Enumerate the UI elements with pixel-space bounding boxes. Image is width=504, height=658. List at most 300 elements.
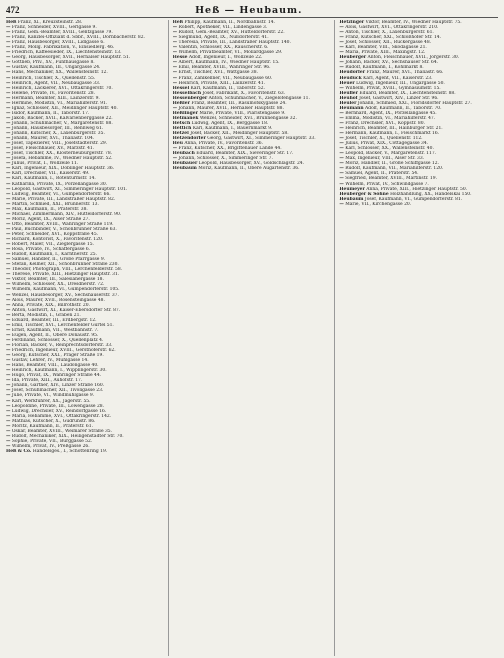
entry-details: Heinrich, Agent, VII., Neubaugasse 33. xyxy=(10,80,101,86)
entry-surname: — xyxy=(6,307,11,313)
entry-surname: — xyxy=(6,171,11,177)
entry-surname: — xyxy=(339,60,344,66)
directory-entry xyxy=(339,202,498,207)
entry-surname: Heumeyer xyxy=(339,186,365,192)
entry-surname: — xyxy=(6,398,11,404)
entry-surname: — xyxy=(6,206,11,212)
entry-details: Ignaz, Schlosser, XII., Meidlinger Hauptstr. 40. xyxy=(10,105,118,111)
entry-details: Johann, Schuhmacher, V., Margaretenstr. 88. xyxy=(10,120,113,126)
entry-surname: — xyxy=(6,373,11,379)
entry-surname: Hetsch xyxy=(172,120,191,126)
entry-details: Theodor, Photograph, VIII., Lerchenfelderstr. 58. xyxy=(10,267,123,273)
entry-details: Franz, Hausbesorger, XVIII., Lidlgasse 6. xyxy=(10,40,105,46)
entry-details: Josefa, Hebamme, IV., Wiedner Hauptstr. 52. xyxy=(10,156,113,162)
entry-surname: — xyxy=(6,146,11,152)
entry-details: Richard, Kontorist, X., Favoritenstr. 120. xyxy=(10,237,104,243)
entry-details: Alois, Maurer, XVII., Rosensteingasse 48. xyxy=(10,297,105,303)
entry-details: Wilhelm, Kaufmann, VI., Gumpendorferstr. 105. xyxy=(10,287,120,293)
entry-surname: — xyxy=(172,25,178,31)
entry-details: Anna, Private, IV., Favoritenstr. 36. xyxy=(182,141,264,147)
entry-surname: — xyxy=(339,136,344,142)
entry-details: Eugen, Agent, II., Obere Donaustr. 95. xyxy=(10,332,99,338)
entry-surname: — xyxy=(172,70,178,76)
entry-details: Samuel, Händler, II., Große Pfarrgasse 9. xyxy=(10,257,106,263)
entry-surname: Heubaum xyxy=(172,166,197,172)
entry-surname: — xyxy=(6,418,11,424)
entry-details: Ernst, Tischler, XVI., Wattgasse 38. xyxy=(177,70,258,76)
entry-details: Holzhandlung, XX., Handelskai 150. xyxy=(388,191,472,197)
entry-surname: — xyxy=(172,146,178,152)
entry-details: Anton, Fleischhauer, XVII., Jörgerstr. 30. xyxy=(366,55,460,61)
entry-details: Josef, Kaufmann, VI., Gumpendorferstr. 81. xyxy=(363,196,463,202)
entry-surname: — xyxy=(339,161,344,167)
directory-columns xyxy=(6,20,498,656)
entry-surname: — xyxy=(6,262,11,268)
entry-details: Johann, Kutscher, X., Laxenburgerstr. 35. xyxy=(10,131,105,137)
entry-details: Josef, Schlosser, XII., Ruckergasse 48. xyxy=(343,40,432,46)
entry-surname: — xyxy=(172,30,178,36)
entry-details: Rudolf, Kaufmann, VII., Mariahilferstr. 120. xyxy=(343,166,444,172)
entry-details: Franz, Zahlkellner, VII., Neubaugasse 60. xyxy=(177,75,273,81)
entry-details: Martin, Schmied, XXI., Brünnerstr. 13. xyxy=(10,201,99,207)
entry-details: Maria, Hebamme, XVI., Ottakringerstr. 142. xyxy=(10,413,112,419)
entry-surname: — xyxy=(6,252,11,258)
entry-details: Eduard, Beamter, III., Erdbergstr. 12. xyxy=(10,317,97,323)
entry-surname: — xyxy=(6,378,11,384)
entry-surname: — xyxy=(6,393,11,399)
entry-details: Adolf, Kaufmann, II., Taborstr. 70. xyxy=(363,105,442,111)
entry-details: Franz, Mollg. Fabrikation, V., Einsiedlerg. 46. xyxy=(10,45,115,51)
entry-details: Georg, Kutscher, XXI., Prager Straße 19. xyxy=(10,353,104,359)
entry-surname: Hessel xyxy=(172,85,190,91)
entry-details: Rudolf, Kaufmann, I., Kärntnerstr. 25. xyxy=(10,252,98,258)
entry-surname: — xyxy=(6,65,11,71)
entry-details: Valentin, Schlosser, XX., Rauscherstr. 6. xyxy=(177,45,269,51)
entry-surname: — xyxy=(6,45,11,51)
entry-surname: Hesse xyxy=(172,55,188,61)
entry-details: Wilhelm, Privatbeamter, VI., Mollardgasse 29. xyxy=(177,50,283,56)
entry-surname: — xyxy=(6,353,11,359)
entry-surname: — xyxy=(6,50,11,56)
directory-entry xyxy=(6,449,165,454)
entry-details: Paul, Buchbinder, V., Schönbrunner Straße 63. xyxy=(10,226,117,232)
entry-details: Josef, Tischler, X., Quellenstr. 112. xyxy=(343,136,423,142)
entry-details: Karl, Kaufmann, I., Bauernmarkt 9. xyxy=(191,125,273,131)
entry-surname: — xyxy=(172,60,178,66)
entry-details: Siegmund, Agent, IX., Nußdorferstr. 41. xyxy=(177,35,269,41)
entry-surname: — xyxy=(6,433,11,439)
entry-surname: — xyxy=(6,191,11,197)
entry-details: Gottlieb, Priv., XV., Fünfhausgasse 8. xyxy=(10,60,95,66)
entry-surname: — xyxy=(6,403,11,409)
entry-surname: — xyxy=(6,358,11,364)
entry-details: Moriz, Händler, II., Große Schiffgasse 12. xyxy=(343,161,439,167)
entry-surname: Heubaum xyxy=(339,196,364,202)
entry-surname: — xyxy=(339,176,344,182)
entry-details: Maria, Private, XIII., Maxingstr. 12. xyxy=(343,50,426,56)
entry-details: Anton, Schuhmacher, V., Ziegelofengasse 11. xyxy=(207,95,310,101)
entry-surname: — xyxy=(6,181,11,187)
entry-details: Franz, Kutscher, XX., Brigittenauer Lände 44. xyxy=(177,146,282,152)
entry-surname: Heßler xyxy=(172,100,190,106)
entry-details: Georg, Hausbesorger, XVII., Hernalser Hauptstr. 51. xyxy=(10,55,131,61)
entry-details: Franz, Beamter, III., Rasumofskygasse 24. xyxy=(189,100,287,106)
entry-surname: Heßlinger xyxy=(172,110,198,116)
directory-entry xyxy=(173,166,332,171)
entry-surname: — xyxy=(172,65,178,71)
entry-details: Franz, Drechsler, XVI., Koppstr. 80. xyxy=(343,120,425,126)
entry-surname: — xyxy=(6,60,11,66)
entry-surname: — xyxy=(6,272,11,278)
entry-details: Marie, Private, III., Landstraßer Hauptstr. 82. xyxy=(10,196,116,202)
entry-details: Marie, VII., Kirchengasse 20. xyxy=(343,201,412,207)
entry-surname: — xyxy=(6,105,11,111)
entry-surname: — xyxy=(339,156,344,162)
entry-surname: Heuer xyxy=(339,80,355,86)
entry-surname: — xyxy=(172,35,178,41)
entry-details: Johann, Schlosser, X., Simmeringer Str. 7. xyxy=(177,156,273,162)
entry-details: Karl, Beamter, VIII., Skodagasse 21. xyxy=(343,45,427,51)
entry-surname: — xyxy=(339,85,344,91)
entry-surname: — xyxy=(6,125,11,131)
entry-surname: — xyxy=(6,216,11,222)
entry-details: Anton, Gastwirt, XI., Kaiser-Ebersdorfer Str. 87. xyxy=(10,307,121,313)
entry-details: Adolf, Ingenieur, I., Wollzeile 22. xyxy=(187,55,263,61)
entry-surname: Hetmanek xyxy=(172,115,199,121)
entry-details: Rudolf, Kaufmann, I., Kohlmarkt 8. xyxy=(343,65,424,71)
entry-details: Heinrich, Lackierer, XVI., Ottakringerstr. 70. xyxy=(10,85,113,91)
entry-surname: — xyxy=(6,297,11,303)
entry-surname: Heuberger xyxy=(339,55,367,61)
entry-details: Heinrich, Kaufmann, I., Wipplingerstr. 30. xyxy=(10,368,107,374)
entry-surname: — xyxy=(172,50,178,56)
entry-details: Moriz, Agent, IX., Alser Straße 27. xyxy=(10,216,90,222)
entry-surname: Hetzendorfer xyxy=(172,136,206,142)
entry-details: Karl, Schlosser, XX., Wallensteinstr. 40. xyxy=(343,146,434,152)
entry-surname: — xyxy=(6,196,11,202)
entry-details: Ludwig, Drechsler, XV., Reindorfgasse 16. xyxy=(10,408,107,414)
entry-details: Peter, Schneider, XVI., Koppstraße 45. xyxy=(10,231,99,237)
entry-details: Ernst, Kaufmann, VII., Westbahnstr. 7. xyxy=(10,327,99,333)
entry-surname: Heuhof xyxy=(339,95,358,101)
entry-surname: — xyxy=(6,110,11,116)
entry-details: Robert, Maler, VII., Zieglergasse 15. xyxy=(10,242,94,248)
entry-surname: Heubach xyxy=(172,151,195,157)
entry-details: Franz, Kanzlei-Offiziant d. Sbbr., XVIII., Dornbacherstr. 82. xyxy=(10,35,145,41)
entry-details: Heinrich, Tischler, X., Quellenstr. 55. xyxy=(10,75,96,81)
entry-surname: — xyxy=(172,40,178,46)
entry-surname: — xyxy=(6,302,11,308)
entry-details: Moritz, Kaufmann, II., Praterstr. 61. xyxy=(10,423,93,429)
entry-details: Anton, Tischler, X., Laxenburgerstr. 61. xyxy=(343,30,434,36)
entry-surname: — xyxy=(6,282,11,288)
entry-details: Franz, Kutscher, XXI., Schloßhofer Str. 14. xyxy=(343,35,442,41)
entry-surname: — xyxy=(6,201,11,207)
entry-details: Josef, Fabrikant, X., Favoritenstr. 63. xyxy=(201,90,286,96)
entry-details: Florian, Bäcker, V., Reinprechtsdorferstr. 33. xyxy=(10,343,113,348)
entry-details: Wilhelm, Privat, IV., Schwindgasse 7. xyxy=(343,181,429,187)
entry-surname: — xyxy=(6,115,11,121)
entry-details: Hermann, Beamter, XIII., Lainzerstr. 9. xyxy=(10,95,100,101)
entry-details: Max, Ingenieur, VIII., Alser Str. 33. xyxy=(343,156,425,162)
entry-surname: — xyxy=(339,50,344,56)
page-header xyxy=(6,3,498,18)
entry-details: Wilhelm, Privat, XVIII., Gymnasiumstr. 15. xyxy=(343,85,441,91)
entry-details: Ferdinand, Schlosser, X., Quellenplatz 4. xyxy=(10,337,104,343)
entry-surname: — xyxy=(339,125,344,131)
page-number: 472 xyxy=(6,5,20,15)
entry-details: Heinrich, Beamter, III., Hainburger Str. 21. xyxy=(343,125,443,131)
entry-surname: — xyxy=(6,141,11,147)
entry-details: Karl, Werkführer, XX., Jägerstr. 55. xyxy=(10,398,91,404)
entry-details: Julius, Privat, I., Wollzeile 11. xyxy=(10,161,79,167)
entry-surname: — xyxy=(6,423,11,429)
entry-details: Heinrich, Private, XIII., Lainzerstr. 41. xyxy=(177,80,266,86)
entry-details: Hans, Beamter, VIII., Laudongasse 40. xyxy=(10,363,99,369)
column-1 xyxy=(6,20,169,656)
entry-details: Max, Kaufmann, II., Praterstr. 38. xyxy=(10,206,88,212)
entry-surname: Heß xyxy=(6,20,17,25)
entry-details: Leopold, Hausbesorger, XV., Goldschlagstr. 24. xyxy=(197,161,305,167)
entry-details: Ludwig, Beamter, VI., Gumpendorferstr. 66. xyxy=(10,191,111,197)
entry-surname: Hessenberger xyxy=(172,95,208,101)
entry-details: Josef, Fleischhauer, XV., Märzstr. 41. xyxy=(10,146,95,152)
entry-surname: — xyxy=(6,312,11,318)
entry-surname: — xyxy=(6,95,11,101)
entry-surname: — xyxy=(339,45,344,51)
entry-details: Rudolf, Gem.-Beamter, XV., Hütteldorferstr. 22. xyxy=(177,30,285,36)
entry-details: Johann, Maurer, XVII., Hernalser Hauptstr. 88. xyxy=(177,105,284,111)
entry-details: Anna, Private, XIX., Billrothstr. 20. xyxy=(10,302,90,308)
entry-surname: — xyxy=(6,85,11,91)
entry-details: Emil, Beamter, XVIII., Währinger Str. 96. xyxy=(177,65,271,71)
entry-details: Theresia, Private, III., Landstraßer Hauptstr. 140. xyxy=(177,40,291,46)
entry-surname: — xyxy=(339,110,344,116)
entry-surname: — xyxy=(339,25,344,31)
entry-details: Marie, Private, VIII., Piaristengasse 9. xyxy=(197,110,286,116)
entry-details: Josef, Tischler, XX., Klosterneuburgerstr. 78. xyxy=(10,151,113,157)
entry-surname: — xyxy=(6,408,11,414)
entry-surname: — xyxy=(6,287,11,293)
entry-details: Therese, Private, XIII., Hietzinger Hauptstr. 31. xyxy=(10,272,120,278)
entry-surname: — xyxy=(6,166,11,172)
entry-details: Bernhard, Agent, IX., Porzellangasse 45. xyxy=(343,110,437,116)
entry-surname: — xyxy=(6,413,11,419)
entry-details: Helene, Private, IV., Favoritenstr. 28. xyxy=(10,90,95,96)
entry-details: Berta, Modistin, I., Graben 21. xyxy=(10,312,81,318)
entry-surname: — xyxy=(339,40,344,46)
entry-surname: Hetzel xyxy=(172,131,189,137)
entry-surname: Hetzinger xyxy=(339,20,365,25)
entry-surname: — xyxy=(339,131,344,137)
entry-details: Katharina, Private, IX., Porzellangasse 30. xyxy=(10,181,108,187)
entry-details: Franz, Schneider, XVIII., Gerlgasse 9. xyxy=(10,25,97,31)
entry-details: Ludwig, Ingenieur, III., Ungargasse 50. xyxy=(354,80,445,86)
entry-surname: — xyxy=(6,30,11,36)
entry-surname: — xyxy=(6,151,11,157)
entry-details: Wenzel, Schneider, XVI., Brunnengasse 32. xyxy=(198,115,297,121)
entry-details: Eduard, Beamter, IX., Liechtensteinstr. 88. xyxy=(357,90,456,96)
entry-surname: Heu xyxy=(172,141,183,147)
entry-surname: Heuduck xyxy=(339,75,362,81)
entry-details: Philipp, Kaufmann, II., Nordbahnstr. 14. xyxy=(183,20,275,25)
entry-surname: — xyxy=(339,146,344,152)
entry-details: Josef, Gastwirt, XIV., Linzer Str. 96. xyxy=(357,95,439,101)
entry-details: Viktor, Beamter, III., Salesianergasse 18. xyxy=(10,277,104,283)
entry-details: Karl, Agent, VII., Kaiserstr. 23. xyxy=(361,75,433,81)
entry-details: Samuel, Agent, II., Praterstr. 54. xyxy=(343,171,419,177)
entry-details: Franz, Xl., Kreuzsteinstr. 28. xyxy=(16,20,83,25)
entry-surname: — xyxy=(6,226,11,232)
entry-details: Franz, Maurer, XVI., Thaliastr. 66. xyxy=(365,70,444,76)
entry-surname: Heufler xyxy=(339,90,358,96)
entry-details: Hermine, Modistin, VI., Mariahilferstr. 91. xyxy=(10,100,108,106)
entry-details: Johann, Maurer, XVI., Thaliastr. 104. xyxy=(10,136,95,142)
entry-surname: — xyxy=(6,25,11,31)
entry-details: Gustav, Kaufmann, III., Ungargasse 24. xyxy=(10,65,101,71)
entry-surname: — xyxy=(339,181,344,187)
entry-details: Handelsges., I., Schottenring 19. xyxy=(31,448,108,454)
entry-surname: — xyxy=(6,363,11,369)
entry-details: Hermann, Kaufmann, I., Fleischmarkt 16. xyxy=(343,131,440,137)
entry-surname: — xyxy=(6,120,11,126)
entry-details: Sophie, Private, VII., Burggasse 52. xyxy=(10,438,93,444)
entry-details: Stefan, Kellner, XII., Schönbrunner Straße 230. xyxy=(10,262,119,268)
entry-surname: Heß & Co. xyxy=(6,448,32,454)
running-head: Heß — Heubaum. xyxy=(195,4,303,16)
entry-surname: — xyxy=(339,30,344,36)
entry-details: Julius, Privat, XIX., Cottagegasse 34. xyxy=(343,141,429,147)
entry-surname: — xyxy=(6,237,11,243)
entry-details: Johann, Gärtner, XIV., Linzer Straße 160. xyxy=(10,383,105,389)
entry-surname: — xyxy=(6,131,11,137)
entry-details: Karl, Kaufmann, I., Rotenturmstr. 14. xyxy=(10,176,96,182)
entry-surname: — xyxy=(172,45,178,51)
entry-surname: — xyxy=(6,176,11,182)
entry-details: Michael, Zimmermann, XIV., Hütteldorferstr. 90. xyxy=(10,211,122,217)
entry-surname: — xyxy=(339,65,344,71)
entry-surname: — xyxy=(6,231,11,237)
entry-surname: Heuler xyxy=(339,100,357,106)
entry-details: Eduard, Beamter, XIX., Sieveringer Str. 17. xyxy=(194,151,294,157)
entry-surname: — xyxy=(6,277,11,283)
entry-details: Anna, Private, XIII., Hietzinger Hauptstr. 50. xyxy=(364,186,468,192)
entry-details: Leopold, Bäcker, V., Margaretenstr. 117. xyxy=(343,151,437,157)
entry-details: Johann, Bäcker, XV., Sechshauser Str. 64. xyxy=(343,60,439,66)
entry-surname: — xyxy=(6,322,11,328)
entry-details: Emil, Tischler, XVI., Lerchenfelder Gürtel 51. xyxy=(10,322,114,328)
entry-surname: — xyxy=(6,438,11,444)
entry-surname: — xyxy=(6,211,11,217)
entry-details: Viktor, Beamter, IV., Wiedner Hauptstr. 75. xyxy=(364,20,462,25)
entry-surname: — xyxy=(6,348,11,354)
entry-details: Georg, Gastwirt, XI., Simmeringer Hauptstr. 33. xyxy=(205,136,316,142)
entry-details: Karl, Kaufmann, II., Taborstr. 52. xyxy=(189,85,265,91)
entry-details: Alois, Gastwirt, XVI., Ottakringerstr. 210. xyxy=(343,25,439,31)
entry-details: Johann, Hausbesorger, III., Rennweg 61. xyxy=(10,125,104,131)
entry-surname: Heumann xyxy=(339,105,364,111)
entry-surname: Heuberger & Söhne xyxy=(339,191,389,197)
entry-surname: — xyxy=(339,171,344,177)
entry-surname: — xyxy=(339,201,344,207)
entry-surname: — xyxy=(172,105,178,111)
entry-details: Rosa, Private, IV., Schäffergasse 6. xyxy=(10,247,91,253)
entry-surname: — xyxy=(6,428,11,434)
entry-surname: — xyxy=(6,327,11,333)
entry-surname: Heß xyxy=(172,20,184,25)
entry-details: Josef, Bäcker, XII., Meidlinger Hauptstr. 58. xyxy=(188,131,289,137)
entry-details: Gustav, Lehrer, IV., Mühlgasse 14. xyxy=(10,358,89,364)
entry-surname: — xyxy=(339,166,344,172)
entry-details: Jakob, Bäcker, XVII., Kalvarienberggasse 22. xyxy=(10,115,113,121)
entry-details: Wilhelm, Privat, IV., Preßgasse 26. xyxy=(10,443,90,449)
entry-surname: — xyxy=(6,257,11,263)
entry-surname: — xyxy=(172,156,178,162)
entry-surname: — xyxy=(6,337,11,343)
entry-surname: — xyxy=(6,90,11,96)
entry-surname: — xyxy=(6,70,11,76)
entry-surname: — xyxy=(6,156,11,162)
entry-details: Ludwig, Agent, IX., Berggasse 18. xyxy=(190,120,269,126)
entry-surname: — xyxy=(6,242,11,248)
column-3 xyxy=(339,20,498,656)
entry-details: Rudolf, Mechaniker, XIX., Heiligenstädter Str. 70. xyxy=(10,433,124,439)
entry-details: Isidor, Kaufmann, II., Taborstr. 17. xyxy=(10,110,90,116)
entry-details: Oskar, Beamter, XVIII., Weimarer Straße 35. xyxy=(10,428,113,434)
entry-details: Julie, Private, VI., Windmühlgasse 9. xyxy=(10,393,95,399)
entry-surname: — xyxy=(6,332,11,338)
entry-surname: — xyxy=(6,186,11,192)
entry-details: Mathias, Kutscher, X., Gudrunstr. 86. xyxy=(10,418,96,424)
entry-details: Siegfried, Beamter, XVIII., Martinstr. 19. xyxy=(343,176,437,182)
entry-details: Friedrich, Ingenieur, XVIII., Gersthoferstr. 62. xyxy=(10,348,116,354)
entry-details: Leopold, Gastwirt, XI., Simmeringer Hauptstr. 101. xyxy=(10,186,128,192)
entry-surname: — xyxy=(6,35,11,41)
entry-surname: — xyxy=(6,100,11,106)
entry-details: Albert, Kaufmann, IV., Wiedner Hauptstr. 15. xyxy=(177,60,280,66)
entry-details: Moriz, Kaufmann, II., Obere Augartenstr. 36. xyxy=(196,166,300,172)
entry-surname: — xyxy=(339,120,344,126)
entry-surname: — xyxy=(339,151,344,157)
entry-surname: — xyxy=(6,443,11,449)
entry-surname: Heudorfer xyxy=(339,70,366,76)
entry-surname: — xyxy=(6,75,11,81)
entry-details: Hans, Mechaniker, XX., Wallensteinstr. 12. xyxy=(10,70,108,76)
entry-surname: — xyxy=(339,115,344,121)
entry-surname: Hesselbach xyxy=(172,90,202,96)
entry-details: Karl, Ingenieur, XIX., Döblinger Hauptstr. 36. xyxy=(10,166,115,172)
entry-details: Ida, Private, XIII., Auhofstr. 17. xyxy=(10,378,83,384)
entry-surname: Hettich xyxy=(172,125,192,131)
entry-surname: — xyxy=(6,368,11,374)
entry-surname: — xyxy=(6,40,11,46)
entry-details: Wenzel, Hausbesorger, XV., Sechshauserstr. 37. xyxy=(10,292,119,298)
column-2 xyxy=(173,20,336,656)
entry-surname: — xyxy=(6,221,11,227)
entry-details: Hugo, Privat, IX., Währinger Straße 44. xyxy=(10,373,102,379)
entry-surname: — xyxy=(172,75,178,81)
entry-surname: — xyxy=(6,80,11,86)
entry-surname: — xyxy=(339,35,344,41)
entry-surname: — xyxy=(6,317,11,323)
entry-details: Karl, Drechsler, VII., Kaiserstr. 49. xyxy=(10,171,90,177)
entry-surname: — xyxy=(6,136,11,142)
entry-surname: — xyxy=(6,161,11,167)
entry-details: Robert, Apotheker, VII., Lindengasse 3. xyxy=(177,25,268,31)
entry-surname: — xyxy=(6,292,11,298)
entry-details: Leopoldine, Private, III., Löwengasse 28. xyxy=(10,403,105,409)
entry-details: Otto, Beamter, XVIII., Währinger Straße 119. xyxy=(10,221,114,227)
